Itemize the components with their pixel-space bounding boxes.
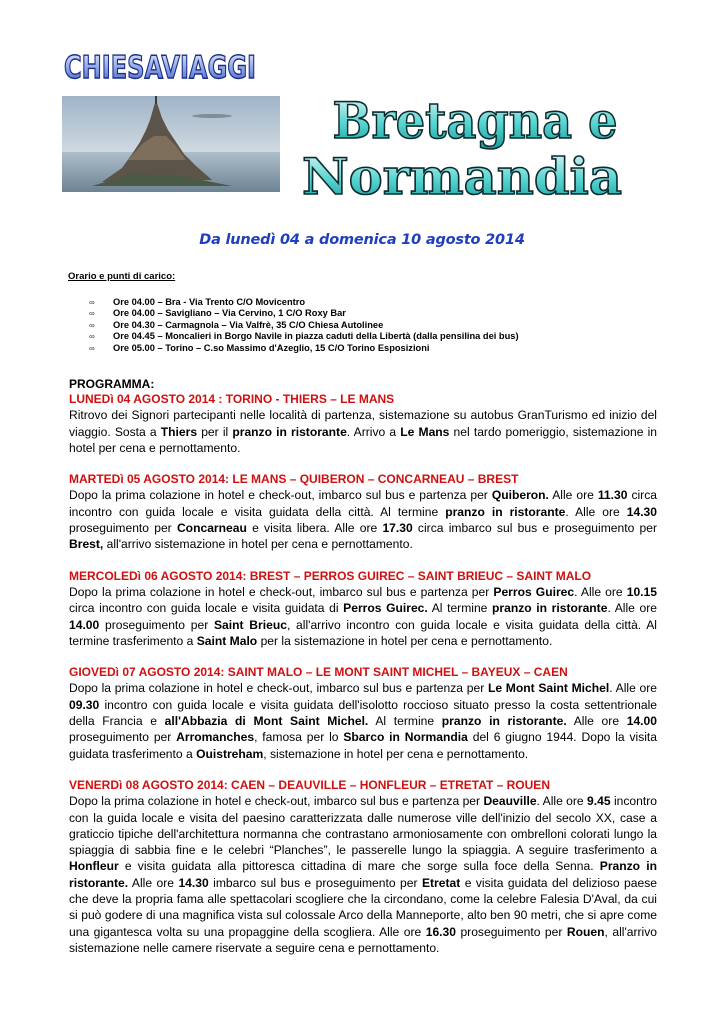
highlight-text: 16.30: [425, 924, 456, 939]
body-text: , all'arrivo sistemazione nelle camere riservate a seguire cena e pernottamento.: [69, 924, 657, 955]
body-text: Dopo la prima colazione in hotel e check-out, imbarco sul bus e partenza per: [69, 794, 484, 809]
highlight-text: 14.30: [178, 875, 209, 890]
pickup-item: [89, 343, 519, 354]
highlight-text: Concarneau: [176, 521, 247, 536]
highlight-text: Saint Malo: [196, 633, 258, 648]
day-title: MARTEDì 05 AGOSTO 2014: LE MANS – QUIBERON – CONCARNEAU – BREST: [69, 472, 519, 487]
body-text: Dopo la prima colazione in hotel e check-out, imbarco sul bus e partenza per: [69, 584, 494, 599]
highlight-text: Thiers: [160, 424, 198, 439]
day-title: GIOVEDì 07 AGOSTO 2014: SAINT MALO – LE MONT SAINT MICHEL – BAYEUX – CAEN: [69, 665, 568, 680]
body-text: Al termine: [427, 601, 493, 616]
highlight-text: Honfleur: [69, 859, 119, 874]
pickup-item: [89, 308, 519, 319]
body-text: . Alle ore: [574, 584, 627, 599]
body-text: per il: [197, 424, 233, 439]
title-line-1: Bretagna e: [332, 91, 618, 150]
day-section: [69, 568, 657, 649]
pickup-list: [89, 297, 519, 354]
highlight-text: 9.45: [587, 794, 611, 809]
pickup-item: [89, 320, 519, 331]
bullet-icon: ∞: [89, 343, 95, 353]
program: [69, 377, 657, 971]
bullet-icon: ∞: [89, 320, 95, 330]
pickup-item-text: Ore 04.00 – Bra - Via Trento C/O Movicentro: [113, 297, 306, 307]
highlight-text: Le Mont Saint Michel: [487, 681, 610, 696]
body-text: proseguimento per: [455, 924, 567, 939]
trip-title: [290, 86, 650, 204]
body-text: incontro con guida locale e visita guidata dell'isolotto roccioso situato presso la costa settentrionale della Francia e: [69, 697, 657, 729]
bullet-icon: ∞: [89, 298, 95, 307]
body-text: . Arrivo a: [346, 424, 401, 439]
highlight-text: Deauville: [483, 794, 537, 809]
body-text: incontro con la guida locale e visita del paesino caratterizzata dalle numerose ville dell'inizio del secolo XX, case a graticcio tipiche dell'architettura normanna che contrastano armoniosamente con ombrelloni colorati lungo la spiaggia di sabbia fine e le celebri “Planches”, le passerelle lungo la spiaggia. A seguire trasferimento a: [69, 794, 658, 858]
bullet-icon: ∞: [89, 332, 95, 342]
highlight-text: Perros Guirec.: [343, 601, 428, 616]
highlight-text: Ouistreham: [196, 746, 264, 761]
highlight-text: 10.15: [626, 584, 657, 599]
day-description: [69, 487, 657, 552]
highlight-text: 14.00: [69, 617, 100, 632]
pickup-title: Orario e punti di carico:: [68, 271, 176, 282]
day-title: LUNEDì 04 AGOSTO 2014 : TORINO - THIERS – LE MANS: [69, 392, 395, 406]
bullet-icon: ∞: [89, 309, 95, 319]
title-line-2: Normandia: [302, 147, 622, 206]
highlight-text: Arromanches: [176, 730, 255, 745]
day-section: [69, 777, 657, 956]
highlight-text: 14.30: [626, 504, 658, 519]
highlight-text: pranzo in ristorante: [492, 601, 608, 616]
highlight-text: 11.30: [597, 488, 628, 503]
body-text: Al termine: [368, 714, 442, 729]
mont-saint-michel-photo: [62, 96, 280, 192]
day-description: [69, 407, 657, 456]
body-text: e visita guidata alla pittoresca cittadina di mare che sorge sulla foce della Senna.: [118, 859, 600, 874]
day-list: [69, 391, 657, 956]
body-text: Dopo la prima colazione in hotel e check-out, imbarco sul bus e partenza per: [69, 681, 488, 696]
highlight-text: pranzo in ristorante: [445, 504, 566, 519]
body-text: e visita libera. Alle ore: [246, 521, 383, 536]
svg-text:CHIESAVIAGGI: CHIESAVIAGGI: [64, 50, 256, 86]
highlight-text: Quiberon.: [491, 488, 549, 503]
highlight-text: pranzo in ristorante.: [441, 714, 567, 729]
body-text: Ritrovo dei Signori partecipanti nelle località di partenza, sistemazione su autobus GranTurismo ed inizio del viaggio. Sosta a: [69, 408, 657, 439]
day-section: [69, 391, 657, 456]
body-text: Alle ore: [566, 714, 627, 729]
body-text: , all'arrivo incontro con guida locale e visita guidata della città. Al termine trasferimento a: [69, 617, 657, 648]
pickup-item-text: Ore 04.45 – Moncalieri in Borgo Navile in piazza caduti della Libertà (dalla pensilina dei bus): [113, 331, 519, 342]
body-text: . Alle ore: [607, 601, 658, 616]
body-text: proseguimento per: [99, 617, 214, 632]
body-text: per la sistemazione in hotel per cena e pernottamento.: [257, 633, 553, 648]
highlight-text: Brest,: [69, 537, 104, 552]
highlight-text: 09.30: [69, 697, 100, 712]
body-text: Alle ore: [548, 488, 598, 503]
highlight-text: Pranzo in ristorante.: [69, 859, 657, 890]
highlight-text: Le Mans: [400, 424, 450, 439]
body-text: . Alle ore: [565, 504, 627, 519]
day-description: [69, 680, 657, 761]
pickup-item-text: Ore 05.00 – Torino – C.so Massimo d'Azeglio, 15 C/O Torino Esposizioni: [113, 342, 430, 353]
day-title: MERCOLEDì 06 AGOSTO 2014: BREST – PERROS GUIREC – SAINT BRIEUC – SAINT MALO: [69, 568, 592, 583]
body-text: Alle ore: [128, 875, 179, 890]
pickup-item-text: Ore 04.30 – Carmagnola – Via Valfrè, 35 C/O Chiesa Autolinee: [113, 319, 384, 330]
body-text: circa incontro con guida locale e visita guidata di: [69, 601, 344, 616]
body-text: circa imbarco sul bus e proseguimento per: [412, 521, 658, 536]
highlight-text: Etretat: [421, 875, 461, 890]
body-text: imbarco sul bus e proseguimento per: [208, 875, 422, 890]
highlight-text: pranzo in ristorante: [232, 424, 347, 439]
pickup-item: [89, 331, 519, 342]
body-text: del 6 giugno 1944. Dopo la visita guidata trasferimento a: [69, 730, 658, 761]
day-description: [69, 584, 657, 649]
day-title: VENERDì 08 AGOSTO 2014: CAEN – DEAUVILLE – HONFLEUR – ETRETAT – ROUEN: [69, 777, 550, 792]
highlight-text: Perros Guirec: [493, 584, 575, 599]
chiesaviaggi-logo: [62, 44, 258, 88]
trip-dates: Da lunedì 04 a domenica 10 agosto 2014: [199, 232, 525, 248]
highlight-text: Rouen: [566, 924, 605, 939]
body-text: e visita guidata del delizioso paese che deve la propria fama alle spettacolari scogliere che la circondano, come la celebre Falesia D'Aval, da cui si può godere di una magnifica vista sul colossale Arco della Manneporte, alto ben 90 metri, che si apre come una gigantesca volta su una propaggine della scogliera. Alle ore: [69, 875, 657, 939]
highlight-text: Sbarco in Normandia: [343, 730, 468, 745]
body-text: all'arrivo sistemazione in hotel per cena e pernottamento.: [103, 537, 413, 552]
day-section: [69, 471, 657, 552]
highlight-text: 14.00: [626, 714, 657, 729]
body-text: circa incontro con guida locale e visita guidata della città. Al termine: [69, 488, 657, 519]
body-text: Dopo la prima colazione in hotel e check-out, imbarco sul bus e partenza per: [69, 488, 492, 503]
highlight-text: all'Abbazia di Mont Saint Michel.: [164, 714, 369, 729]
day-description: [69, 793, 657, 956]
body-text: , famosa per lo: [254, 730, 344, 745]
body-text: . Alle ore: [609, 681, 657, 696]
body-text: . Alle ore: [536, 794, 588, 809]
pickup-item: [89, 297, 519, 308]
day-section: [69, 664, 657, 762]
body-text: , sistemazione in hotel per cena e pernottamento.: [263, 746, 529, 761]
body-text: proseguimento per: [69, 730, 177, 745]
body-text: proseguimento per: [69, 521, 177, 536]
program-label: PROGRAMMA:: [69, 377, 155, 391]
highlight-text: 17.30: [382, 521, 413, 536]
highlight-text: Saint Brieuc: [213, 617, 287, 632]
pickup-item-text: Ore 04.00 – Savigliano – Via Cervino, 1 C/O Roxy Bar: [113, 308, 346, 319]
body-text: nel tardo pomeriggio, sistemazione in hotel per cena e pernottamento.: [69, 424, 657, 455]
